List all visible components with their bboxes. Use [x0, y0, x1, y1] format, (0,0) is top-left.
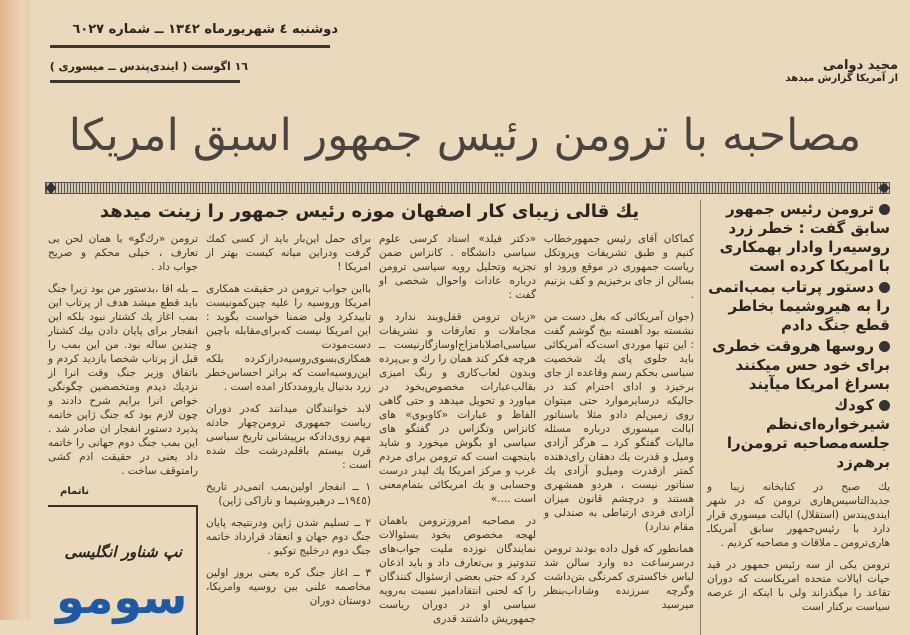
article-column-right	[707, 480, 890, 614]
paragraph: در مصاحبه امروزترومن باهمان لهجه مخصوص بخود بسئوالات نمایندگان نوزده ملیت جواب‌های تندوتیز و بی‌تعارف داد و باید اذعان کرد که حتی بعضی ازسئوال کنندگان را که لحنی انتقادامیز نسبت به‌رویه سیاسی او در دوران ریاست جمهوریش داشتند قدری	[379, 515, 536, 625]
article-column-a-wrap	[48, 232, 198, 635]
paragraph: بااین جواب ترومن در حقیقت همکاری امریکا وروسیه را علیه چین‌کمونیست تایید‌کرد ولی ضمنا خواست بگوید : این امریکا نیست که‌برای‌مقابله باچین دست‌مودت و همکاری‌بسوی‌روسیه‌درازکرده بلکه این‌روسیه‌است که براثر احساس‌خطر زرد بدنبال یارومددکار امده است .	[206, 283, 371, 393]
article-columns	[45, 232, 694, 635]
dateline-place: ١٦ اگوست ( ایندی‌پندس ــ میسوری )	[49, 60, 248, 73]
ad-tagline: نپ شناور انگلیسی	[64, 543, 182, 561]
article-column-c	[379, 232, 536, 635]
main-headline: مصاحبه با ترومن رئیس جمهور اسبق امریکا	[68, 110, 862, 161]
divider	[50, 45, 330, 48]
highlights-list	[707, 200, 890, 472]
paragraph: ٣ ــ اغاز جنگ کره یعنی بروز اولین مخاصمه علنی بین روسیه وامریکا، دوستان دوران	[206, 567, 371, 607]
paragraph: برای حمل این‌بار باید از کسی کمك گرفت ودراین میانه کیست بهتر از امریکا !	[206, 233, 371, 273]
paragraph: «دکتر فیلد» استاد کرسی علوم سیاسی دانشگاه . کانزاس ضمن تجزیه وتحلیل رویه سیاسی ترومن درباره عادات واحوال شخصی او گفت :	[379, 233, 536, 301]
advertisement	[48, 505, 198, 635]
diamond-icon	[878, 182, 889, 193]
ad-brand: سومو	[56, 570, 188, 624]
feature-article	[45, 200, 694, 635]
paragraph: (جوان آمریکائی که بغل دست من نشسته بود آهسته بیخ گوشم گفت : این تنها موردی است‌که آمریکائی باید جلوی پای یك شخصیت سیاسی بحکم رسم وقاعده از جای برخیزد و ادای احترام کند در حالیکه درسایرموارد حتی میتوان روی زمین‌لم دادو مثلا باسناتور ایالت میسوری درباره مسئله مالیات گفتگو کرد ــ هرگز آزادی ومیل و قدرت یك دهقان رای‌دهنده کمتر ازقدرت ومیل‌و آزادی یك سناتور نیست ، هردو همشهری هستند و درچشم قانون میزان آزادی فردی ارتباطی به صندلی و مقام ندارد)	[544, 311, 694, 533]
sidebar-column	[700, 200, 890, 635]
bullet-icon	[879, 400, 890, 411]
page-margin	[0, 0, 30, 620]
paragraph: «زبان ترومن قفل‌وبند ندارد و مجاملات و تعارفات و تشریفات سیاسی‌اصلابامزاج‌اوسازگارنیست ــ هرچه فکر کند همان را رك و بی‌پرده وبدون لعاب‌کاری و رنگ امیزی بقالب‌عبارات مخصوص‌بخود در میاورد و تحویل میدهد و حتی گاهی الفاظ و عبارات «کاوبوی» های کانزاس وتگزاس در گفتگو های سیاسی او بگوش میخورد و شاید باینجهت است که ترومن برای مردم غرب و مرکز امریکا یك لیدر درست وحسابی و یك امریکائی بتمام‌معنی است ....»	[379, 311, 536, 505]
bullet-icon	[879, 341, 890, 352]
paragraph: ترومن «رك‌گو» با همان لحن بی تعارف ، خیلی محکم و صریح جواب داد .	[48, 233, 198, 273]
bullet-icon	[879, 282, 890, 293]
paragraph: هما‌نطور که قول داده بودند ترومن درسرساعت ده وارد سالن شد لباس خاکستری کمرنگی بتن‌داشت وگرچه سرزنده وشاداب‌بنظر میرسید	[544, 543, 694, 611]
divider	[50, 80, 240, 83]
paragraph: یك صبح در کتابخانه زیبا و جدیدالتاسیس‌هاری ترومن که در شهر ایندی‌پندس (استقلال) ایالت میسوری قرار دارد با رئیس‌جمهور سابق آمریکا‌ـ هاری‌ترومن ـ ملاقات و مصاحبه کردیم .	[707, 481, 890, 549]
highlight-text: ترومن رئیس جمهور سابق گفت : خطر زرد روسیه‌را وادار بهمکاری با امریکا کرده است	[719, 200, 890, 275]
paragraph: ٢ ــ تسلیم شدن ژاپن ودرنتیجه پایان جنگ دوم جهان و انعقاد قرارداد خاتمه جنگ دوم درخلیج توکیو .	[206, 517, 371, 557]
paragraph: لابد خوانندگان میدانند که‌در دوران ریاست جمهوری ترومن‌چهار حادثه مهم روی‌داد‌که برپیشانی تاریخ سیاسی قرن بیستم باقلم‌درشت حك شده است :	[206, 403, 371, 471]
byline	[728, 58, 898, 84]
highlight-text: کودك شیرخواره‌ای‌نظم جلسه‌مصاحبه ترومن‌را برهم‌زد	[726, 396, 890, 471]
highlight-text: روسها هروقت خطری برای خود حس میکنند بسراغ امریکا میآیند	[712, 337, 890, 393]
bullet-icon	[879, 204, 890, 215]
author-subtitle: از آمریکا گزارش میدهد	[785, 73, 898, 84]
article-column-a	[48, 232, 198, 478]
highlight-item	[707, 278, 890, 335]
continued-label: ناتمام	[60, 486, 90, 497]
issue-date: دوشنبه ٤ شهریورماه ١٣٤٢ ــ شماره ٦٠٢٧	[72, 22, 338, 37]
highlight-item	[707, 200, 890, 276]
article-column-b	[206, 232, 371, 635]
highlight-text: دستور پرتاب بمب‌اتمی را به هیروشیما بخاطر قطع جنگ دادم	[708, 278, 890, 334]
ornamental-rule	[45, 182, 890, 194]
paragraph: ترومن یکی از سه رئیس جمهور در قید حیات ایالات متحده امریکاست که دوران تقاعد را میگذراند ولی با اینکه از عرصه سیاست برکنار است	[707, 559, 890, 613]
author-name: مجید دوامی	[822, 58, 898, 73]
highlight-item	[707, 396, 890, 472]
subheadline: یك قالی زیبای کار اصفهان موزه رئیس جمهور را زینت میدهد	[99, 201, 640, 222]
paragraph: ــ بله اقا ،بدستور من بود زیرا جنگ باید قطع میشد هدف از پرتاب این بمب اغاز یك کشتار نبود بلکه این انفجار برای پایان دادن بیك کشتار چندین ساله بود. من این بمب را قبل از پرتاب شخصا بازدید کردم و باتفاق وزیر جنگ وقت انرا از نزدیك دیدم ومتخصصین چگونگی خواص انرا برایم شرح دادند و چون لازم بود که جنگ ژاپن خاتمه پذیرد دستور انفجار ان صادر شد . این بمب جنگ دوم جهانی را خاتمه داد یعنی در حقیقت ادم کشی رامتوقف ساخت .	[48, 283, 198, 477]
article-body	[45, 200, 890, 635]
diamond-icon	[45, 182, 56, 193]
article-column-d	[544, 232, 694, 635]
paragraph: ١ ــ انفجار اولین‌بمب اتمی‌در تاریخ (١٩٤٥ــ درهیروشیما و نازاکی ژاپن)	[206, 481, 371, 507]
highlight-item	[707, 337, 890, 394]
paragraph: کماکان آقای رئیس جمهورخطاب کنیم و طبق تشریفات وپروتکل ریاست جمهوری در موقع ورود او بسالن از جای برخیزیم و کف بزنیم .	[544, 233, 694, 301]
